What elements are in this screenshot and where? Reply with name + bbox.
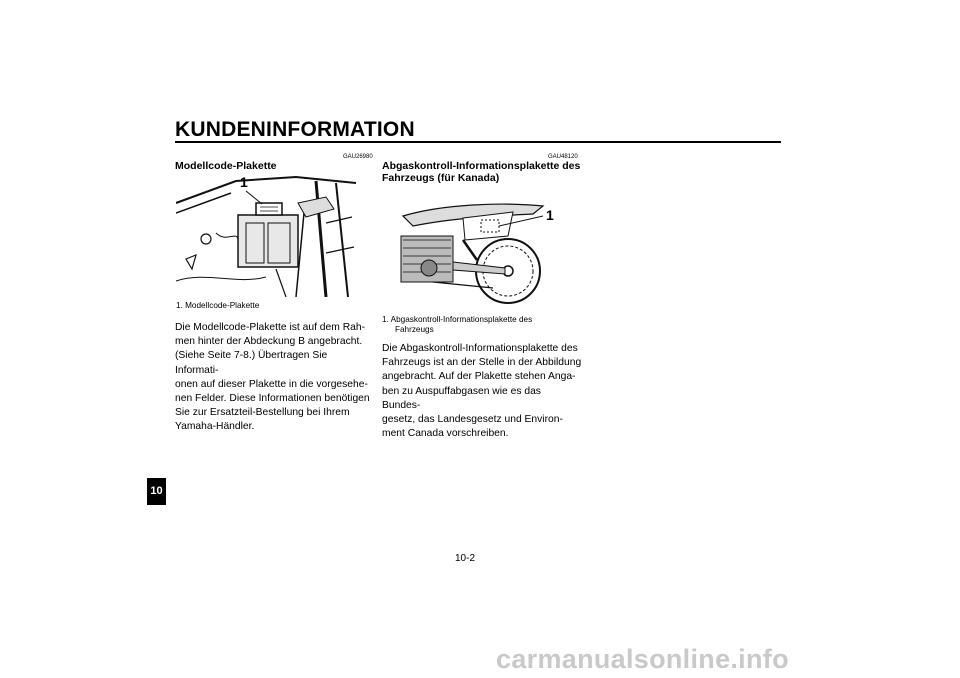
body-line: Sie zur Ersatzteil-Bestellung bei Ihrem xyxy=(175,407,350,419)
heading-line: Abgaskontroll-Informationsplakette des xyxy=(382,160,581,172)
figure-caption-right xyxy=(382,315,532,335)
body-line: ben zu Auspuffabgasen wie es das Bundes- xyxy=(382,385,541,411)
section-code-right: GAU48120 xyxy=(548,154,578,160)
body-line: angebracht. Auf der Plakette stehen Anga- xyxy=(382,371,576,383)
body-line: Die Abgaskontroll-Informationsplakette des xyxy=(382,343,578,354)
model-code-plate-illustration xyxy=(176,173,356,297)
body-line: gesetz, das Landesgesetz und Environ- xyxy=(382,414,563,426)
body-line: Die Modellcode-Plakette ist auf dem Rah- xyxy=(175,322,366,333)
figure-callout-right: 1 xyxy=(546,207,554,223)
figure-callout-left: 1 xyxy=(240,174,248,190)
heading-line: Fahrzeugs (für Kanada) xyxy=(382,172,500,184)
watermark: carmanualsonline.info xyxy=(496,644,789,674)
header-rule xyxy=(175,141,781,143)
body-line: onen auf dieser Plakette in die vorgesehe- xyxy=(175,378,368,390)
body-line: ment Canada vorschreiben. xyxy=(382,428,509,440)
section-heading-right xyxy=(382,160,580,184)
body-line: nen Felder. Diese Informationen benötigen xyxy=(175,393,370,405)
body-line: (Siehe Seite 7-8.) Übertragen Sie Informati- xyxy=(175,350,328,376)
body-line: Yamaha-Händler. xyxy=(175,421,255,433)
caption-line: Fahrzeugs xyxy=(395,325,434,334)
body-text-right xyxy=(382,342,582,441)
body-text-left xyxy=(175,321,370,435)
caption-line: 1. Abgaskontroll-Informationsplakette des xyxy=(382,315,533,324)
figure-caption-left: 1. Modellcode-Plakette xyxy=(176,301,260,310)
body-line: men hinter der Abdeckung B angebracht. xyxy=(175,336,363,348)
section-heading-left: Modellcode-Plakette xyxy=(175,160,277,172)
page-number: 10-2 xyxy=(455,553,476,564)
section-code-left: GAU26980 xyxy=(343,154,373,160)
page-title: KUNDENINFORMATION xyxy=(175,118,415,141)
emission-plate-illustration xyxy=(393,196,553,306)
chapter-tab: 10 xyxy=(147,478,166,505)
body-line: Fahrzeugs ist an der Stelle in der Abbildung xyxy=(382,357,582,369)
